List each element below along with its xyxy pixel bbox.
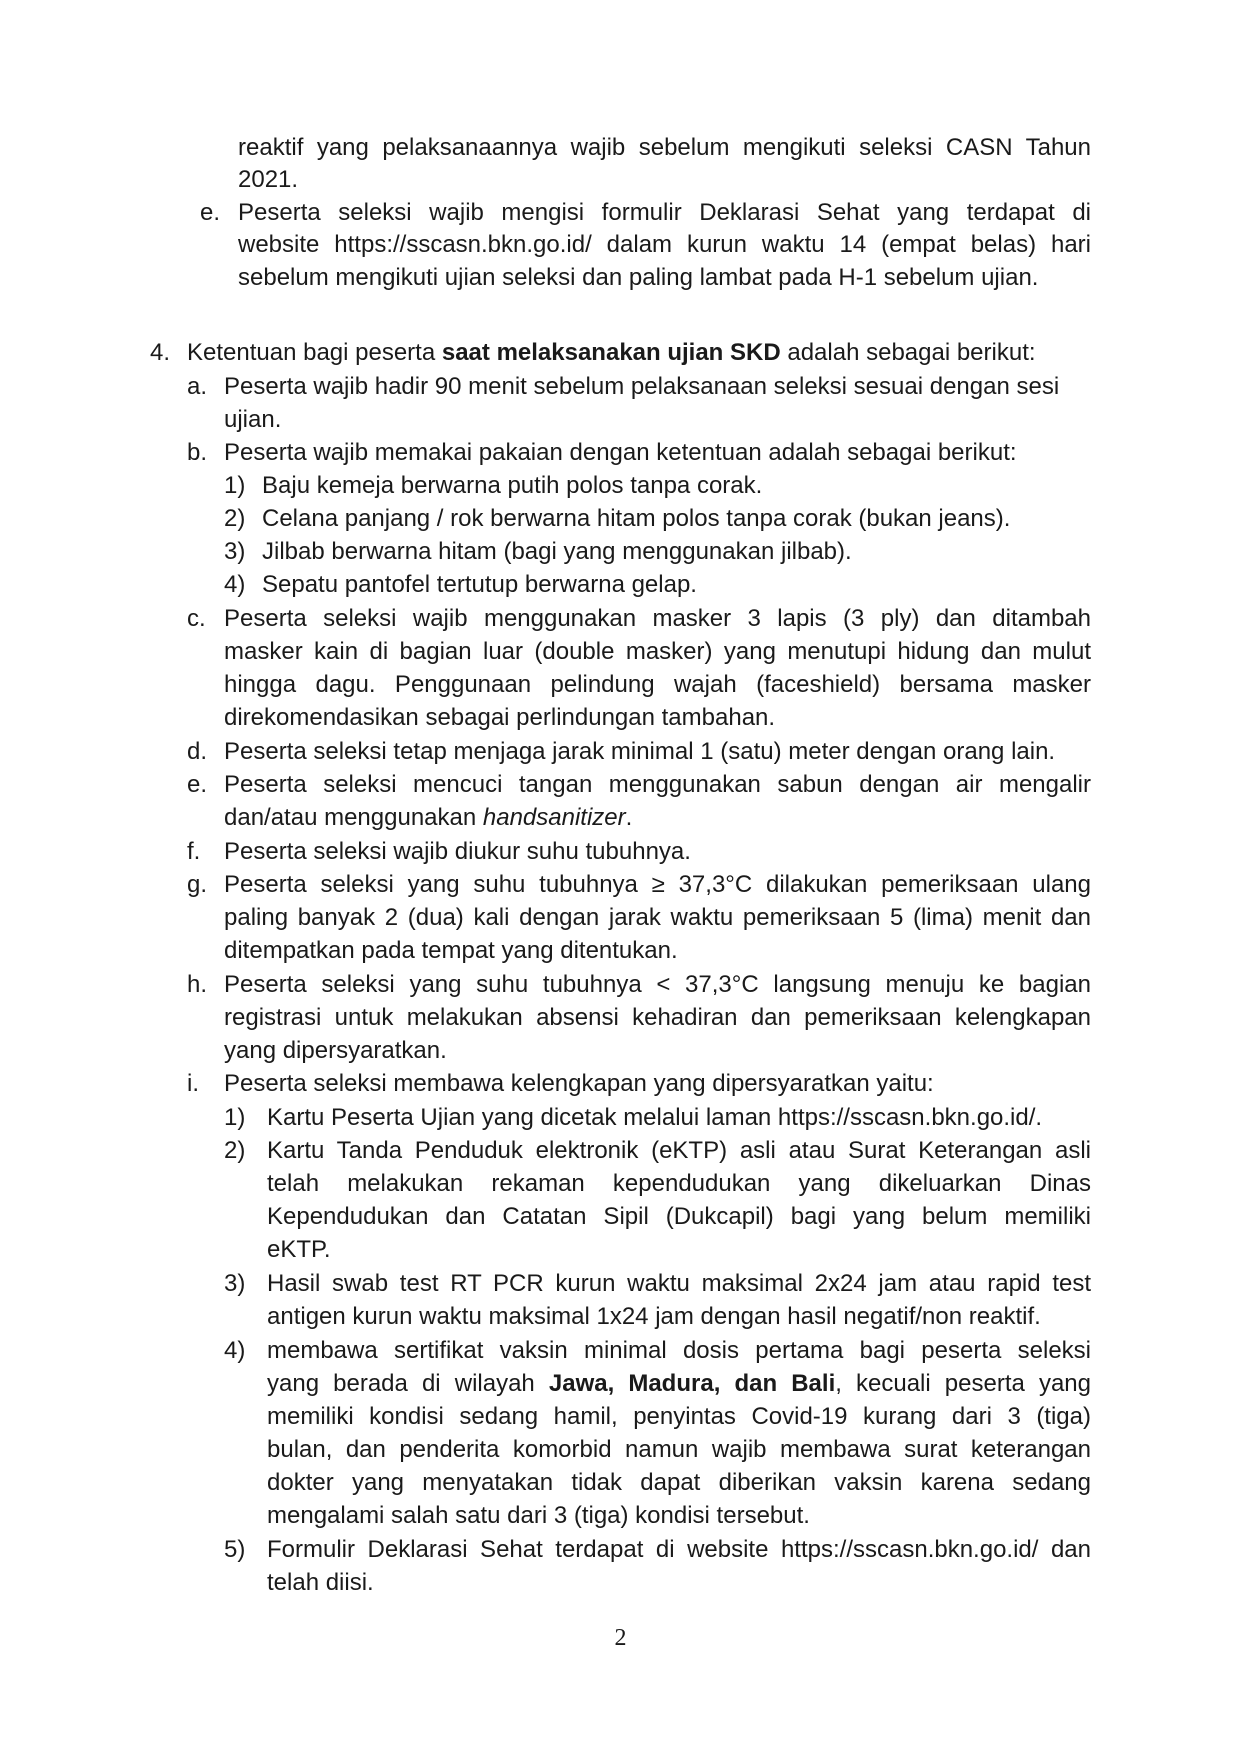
section-4-emphasis: saat melaksanakan ujian SKD [441, 339, 781, 366]
sub-item-text: yang berada di wilayah Jawa, Madura, dan Bali, kecuali peserta yang [267, 1370, 1091, 1397]
sub-item-text: memiliki kondisi sedang hamil, penyintas Covid-19 kurang dari 3 (tiga) [267, 1403, 1091, 1430]
sub-list-marker: 2) [224, 505, 246, 532]
sub-list-marker: 5) [224, 1536, 246, 1563]
item-h-text: registrasi untuk melakukan absensi kehadiran dan pemeriksaan kelengkapan [224, 1004, 1091, 1031]
item-e-text: Peserta seleksi mencuci tangan menggunakan sabun dengan air mengalir [224, 771, 1091, 798]
list-marker: e. [187, 771, 208, 798]
item-f-text: Peserta seleksi wajib diukur suhu tubuhnya. [224, 838, 691, 865]
sub-list-marker: 2) [224, 1137, 246, 1164]
sub-list-marker: 4) [224, 571, 246, 598]
sub-item-text: Kartu Tanda Penduduk elektronik (eKTP) asli atau Surat Keterangan asli [267, 1137, 1091, 1164]
sub-item-text: bulan, dan penderita komorbid namun wajib membawa surat keterangan [267, 1436, 1091, 1463]
section-number: 4. [150, 339, 171, 366]
item-a-text: Peserta wajib hadir 90 menit sebelum pelaksanaan seleksi sesuai dengan sesi [224, 373, 1060, 400]
list-marker: d. [187, 738, 208, 765]
sub-item-text: telah melakukan rekaman kependudukan yang dikeluarkan Dinas [267, 1170, 1091, 1197]
sub-list-marker: 4) [224, 1337, 246, 1364]
item-i-text: Peserta seleksi membawa kelengkapan yang dipersyaratkan yaitu: [224, 1070, 934, 1097]
sub-item-text: eKTP. [267, 1236, 331, 1263]
page-number: 2 [614, 1625, 627, 1651]
item-c-text: direkomendasikan sebagai perlindungan tambahan. [224, 704, 776, 731]
item-e-text: dan/atau menggunakan handsanitizer. [224, 804, 633, 831]
item-e-declaration-text: website https://sscasn.bkn.go.id/ dalam kurun waktu 14 (empat belas) hari [238, 231, 1091, 258]
sub-item-text: Baju kemeja berwarna putih polos tanpa corak. [262, 472, 763, 499]
list-marker: i. [187, 1070, 199, 1097]
item-a-text: ujian. [224, 406, 282, 433]
item-b-text: Peserta wajib memakai pakaian dengan ketentuan adalah sebagai berikut: [224, 439, 1017, 466]
sub-item-text: Hasil swab test RT PCR kurun waktu maksimal 2x24 jam atau rapid test [267, 1270, 1091, 1297]
sub-item-text: Sepatu pantofel tertutup berwarna gelap. [262, 571, 697, 598]
sub-list-marker: 1) [224, 472, 246, 499]
continued-text-line: 2021. [238, 166, 299, 193]
sub-item-text: membawa sertifikat vaksin minimal dosis pertama bagi peserta seleksi [267, 1337, 1091, 1364]
sub-list-marker: 1) [224, 1104, 246, 1131]
sub-item-text: Kartu Peserta Ujian yang dicetak melalui laman https://sscasn.bkn.go.id/. [267, 1104, 1043, 1131]
list-marker: a. [187, 373, 208, 400]
item-c-text: masker kain di bagian luar (double masker) yang menutupi hidung dan mulut [224, 638, 1091, 665]
list-marker: c. [187, 605, 206, 632]
item-c-text: hingga dagu. Penggunaan pelindung wajah (faceshield) bersama masker [224, 671, 1091, 698]
item-e-declaration-text: Peserta seleksi wajib mengisi formulir Deklarasi Sehat yang terdapat di [238, 199, 1091, 226]
italic-term: handsanitizer [482, 804, 626, 831]
sub-item-text: Kependudukan dan Catatan Sipil (Dukcapil) bagi yang belum memiliki [267, 1203, 1091, 1230]
list-marker: b. [187, 439, 208, 466]
sub-item-text: telah diisi. [267, 1569, 374, 1596]
section-4-heading: Ketentuan bagi peserta saat melaksanakan ujian SKD adalah sebagai berikut: [187, 339, 1036, 366]
item-h-text: Peserta seleksi yang suhu tubuhnya < 37,3°C langsung menuju ke bagian [224, 971, 1091, 998]
sub-item-text: Formulir Deklarasi Sehat terdapat di website https://sscasn.bkn.go.id/ dan [267, 1536, 1091, 1563]
item-g-text: Peserta seleksi yang suhu tubuhnya ≥ 37,3°C dilakukan pemeriksaan ulang [224, 871, 1091, 898]
list-marker: f. [187, 838, 201, 865]
sub-item-text: antigen kurun waktu maksimal 1x24 jam dengan hasil negatif/non reaktif. [267, 1303, 1041, 1330]
item-g-text: ditempatkan pada tempat yang ditentukan. [224, 937, 678, 964]
list-marker: h. [187, 971, 208, 998]
list-marker: e. [200, 199, 221, 226]
item-c-text: Peserta seleksi wajib menggunakan masker 3 lapis (3 ply) dan ditambah [224, 605, 1091, 632]
item-d-text: Peserta seleksi tetap menjaga jarak minimal 1 (satu) meter dengan orang lain. [224, 738, 1056, 765]
item-h-text: yang dipersyaratkan. [224, 1037, 447, 1064]
sub-item-text: Jilbab berwarna hitam (bagi yang menggunakan jilbab). [262, 538, 852, 565]
item-g-text: paling banyak 2 (dua) kali dengan jarak waktu pemeriksaan 5 (lima) menit dan [224, 904, 1091, 931]
region-emphasis: Jawa, Madura, dan Bali [548, 1370, 836, 1397]
item-e-declaration-text: sebelum mengikuti ujian seleksi dan paling lambat pada H-1 sebelum ujian. [238, 264, 1039, 291]
sub-list-marker: 3) [224, 538, 246, 565]
list-marker: g. [187, 871, 208, 898]
sub-list-marker: 3) [224, 1270, 246, 1297]
continued-text-line: reaktif yang pelaksanaannya wajib sebelum mengikuti seleksi CASN Tahun [238, 134, 1091, 161]
sub-item-text: mengalami salah satu dari 3 (tiga) kondisi tersebut. [267, 1502, 810, 1529]
sub-item-text: dokter yang menyatakan tidak dapat diberikan vaksin karena sedang [267, 1469, 1091, 1496]
sub-item-text: Celana panjang / rok berwarna hitam polos tanpa corak (bukan jeans). [262, 505, 1011, 532]
